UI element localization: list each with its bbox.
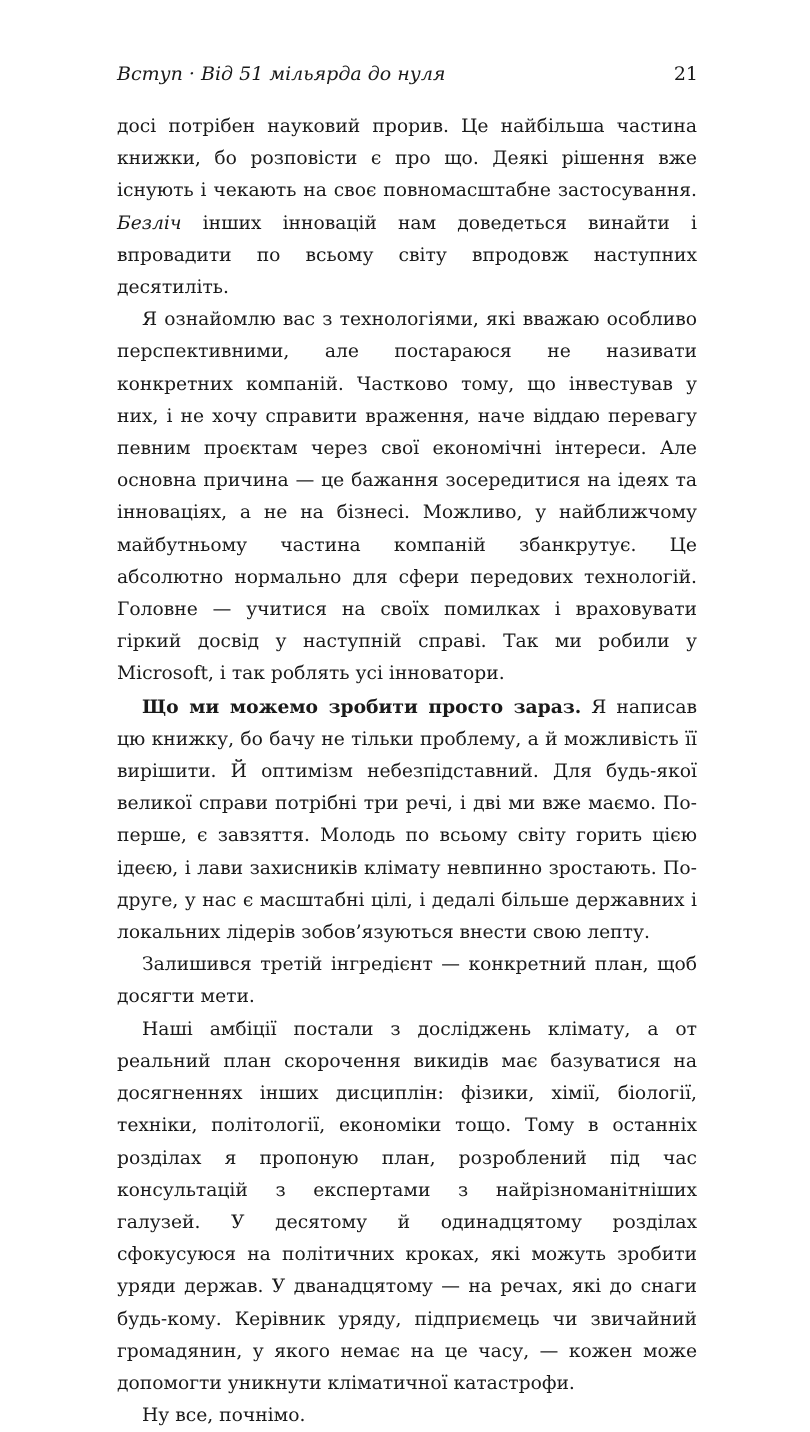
body-text	[117, 111, 697, 1432]
running-header	[117, 63, 698, 89]
paragraph-1-text-b: інших інновацій нам доведеться винайти і впровадити по всьому світу впродовж наступних десятиліть.	[117, 212, 697, 299]
paragraph-4: Залишився третій інгредієнт — конкретний план, щоб досягти мети.	[117, 954, 697, 1008]
italic-emphasis: Безліч	[117, 212, 182, 234]
section-lead-heading: Що ми можемо зробити просто зараз.	[142, 695, 582, 718]
paragraph-1	[117, 111, 697, 304]
paragraph-1-text-a: досі потрібен науковий прорив. Це найбільша частина книжки, бо розповісти є про що. Деякі рішення вже існують і чекають на своє повномасштабне застосування.	[117, 116, 697, 202]
paragraph-5: Наші амбіції постали з досліджень клімату, а от реальний план скорочення викидів має базуватися на досягненнях інших дисциплін: фізики, хімії, біології, техніки, політології, економіки тощо. Тому в останніх розділах я пропоную план, розроблений під час консультацій з експертами з найрізноманітніших галузей. У десятому й одинадцятому розділах сфокусуюся на політичних кроках, які можуть зробити уряди держав. У дванадцятому — на речах, які до снаги будь-кому. Керівник уряду, підприємець чи звичайний громадянин, у якого немає на це часу, — кожен може допомогти уникнути кліматичної катастрофи.	[117, 1018, 697, 1394]
paragraph-3-text: Я написав цю книжку, бо бачу не тільки проблему, а й можливість її вирішити. Й оптимізм небезпідставний. Для будь-якої великої справи потрібні три речі, і дві ми вже маємо. По-перше, є завзяття. Молодь по всьому світу горить цією ідеєю, і лави захисників клімату невпинно зростають. По-друге, у нас є масштабні цілі, і дедалі більше державних і локальних лідерів зобов’язуються внести свою лепту.	[117, 696, 697, 944]
running-title: Вступ · Від 51 мільярда до нуля	[117, 63, 446, 85]
paragraph-6: Ну все, почнімо.	[142, 1405, 306, 1427]
paragraph-2: Я ознайомлю вас з технологіями, які вважаю особливо перспективними, але постараюся не називати конкретних компаній. Частково тому, що інвестував у них, і не хочу справити враження, наче віддаю перевагу певним проєктам через свої економічні інтереси. Але основна причина — це бажання зосередитися на ідеях та інноваціях, а не на бізнесі. Можливо, у найближчому майбутньому частина компаній збанкрутує. Це абсолютно нормально для сфери передових технологій. Головне — учитися на своїх помилках і враховувати гіркий досвід у наступній справі. Так ми робили у Microsoft, і так роблять усі інноватори.	[117, 309, 697, 685]
paragraph-3	[117, 691, 697, 950]
page-number: 21	[673, 63, 698, 85]
